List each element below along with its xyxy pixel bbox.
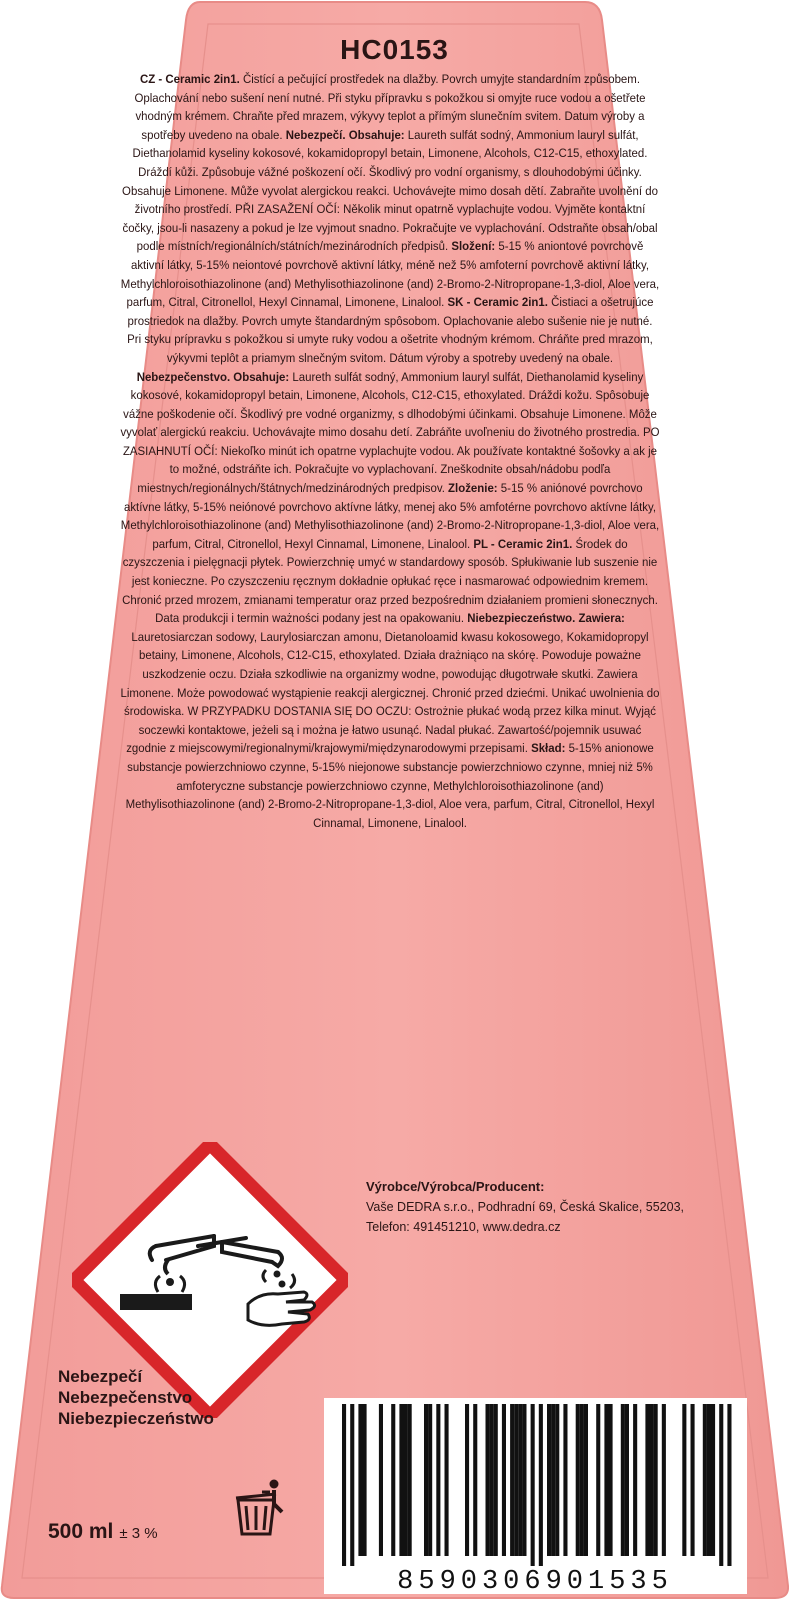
barcode-bar (609, 1404, 613, 1556)
product-code: HC0153 (340, 34, 449, 65)
barcode-bar (465, 1404, 469, 1556)
barcode-bar (428, 1404, 432, 1556)
barcode-bar (379, 1404, 383, 1556)
barcode-bar (727, 1404, 731, 1566)
signal-words (58, 1366, 214, 1429)
barcode-bar (703, 1404, 707, 1556)
barcode-bar (358, 1404, 362, 1556)
barcode-bar (510, 1404, 514, 1556)
barcode-bar (711, 1404, 715, 1556)
producer-info (366, 1177, 726, 1237)
cz-lead: CZ - Ceramic 2in1. (139, 72, 240, 86)
cz-text-1: Čistící a pečující prostředek na dlažby. Povrch umyjte standardním způsobem. Oplachování nebo sušení není nutné. Při styku přípravku s pokožkou si omyjte ruce vodou a ošetřete vhodným krémem. Chraňte před mrazem, výkyvy teplot a přímým slunečním svitem. Datum výroby a spotřeby uvedeno na obale. (134, 72, 646, 142)
barcode-bar (391, 1404, 395, 1556)
volume: 500 ml (48, 1520, 114, 1543)
cz-text-2: Laureth sulfát sodný, Ammonium lauryl sulfát, Diethanolamid kyseliny kokosové, kokamidopropyl betain, Limonene, Alcohols, C12-C15, ethoxylated. Dráždí kůži. Způsobuje vážné poškození očí. Škodlivý pro vodní organismy, s dlouhodobými účinky. Obsahuje Limonene. Může vyvolat alergickou reakci. Uchovávejte mimo dosah dětí. Zabraňte uvolnění do životního prostředí. PŘI ZASAŽENÍ OČÍ: Několik minut opatrně vyplachujte vodou. Vyjměte kontaktní čočky, jsou-li nasazeny a pokud je lze vyjmout snadno. Pokračujte ve vyplachování. Odstraňte obsah/obal podle místních/regionálních/státních/mezinárodních předpisů. (122, 127, 658, 254)
pl-text-3: 5-15% anionowe substancje powierzchniowo czynne, 5-15% niejonowe substancje powierzchniowo czynne, mniej niż 5% amfoteryczne substancje powierzchniowo czynne, Methylchloroisothiazolinone (and) Methylisothiazolinone (and) 2-Bromo-2-Nitropropane-1,3-diol, Aloe vera, parfum, Citral, Citronellol, Hexyl Cinnamal, Limonene, Linalool. (125, 741, 655, 830)
barcode-bar (518, 1404, 522, 1556)
waste-bin-icon (230, 1478, 290, 1538)
barcode-bar (596, 1404, 600, 1556)
barcode-bar (399, 1404, 403, 1556)
pl-text-1: Środek do czyszczenia i pielęgnacji płytek. Powierzchnię umyć w standardowy sposób. Spłukiwanie lub suszenie nie jest konieczne. Po czyszczeniu ręcznym dokładnie opłukać ręce i nasmarować odpowiednim kremem. Chronić przed mrozem, zmianami temperatur oraz przed bezpośrednim działaniem promieni słonecznych. Data produkcji i termin ważności podany jest na opakowaniu. (122, 536, 658, 626)
barcode-bar (547, 1404, 551, 1556)
barcode-bar (719, 1404, 723, 1566)
barcode-bar (551, 1404, 555, 1556)
barcode-bar (424, 1404, 428, 1556)
barcode-bar (522, 1404, 526, 1556)
sk-text-2: Laureth sulfát sodný, Ammonium lauryl sulfát, Diethanolamid kyseliny kokosové, kokamidopropyl betain, Limonene, Alcohols, C12-C15, ethoxylated. Dráždi kožu. Spôsobuje vážne poškodenie očí. Škodlivý pre vodné organizmy, s dlhodobými účinkami. Obsahuje Limonene. Môže vyvolať alergickú reakciu. Uchovávajte mimo dosahu detí. Zabráňte uvoľneniu do životného prostredia. PO ZASIAHNUTÍ OČÍ: Niekoľko minút ich opatrne vyplachujte vodou. Ak používate kontaktné šošovky a ak je to možné, odstráňte ich. Pokračujte vo vyplachovaní. Zneškodnite obsah/nádobu podľa miestnych/regionálnych/štátnych/medzinárodných predpisov. (120, 369, 660, 496)
sk-text-1: Čistiaci a ošetrujúce prostriedok na dlažby. Povrch umyte štandardným spôsobom. Oplachovanie alebo sušenie nie je nutné. Pri styku prípravku s pokožkou si umyte ruky vodou a ošetrite vhodným krémom. Chráňte pred mrazom, výkyvmi teplôt a priamym slnečným svitom. Dátum výroby a spotreby uvedený na obale. (127, 295, 654, 365)
barcode-bar (650, 1404, 654, 1556)
barcode-bar (654, 1404, 658, 1556)
label-body-text (120, 70, 659, 832)
barcode-bar (621, 1404, 625, 1556)
signal-word-cz: Nebezpečí (58, 1367, 143, 1386)
barcode-bar (625, 1404, 629, 1556)
barcode-bar (555, 1404, 559, 1556)
pl-composition-label: Skład: (531, 741, 566, 756)
barcode-bar (350, 1404, 354, 1566)
barcode-bar (580, 1404, 584, 1556)
barcode-bar (531, 1404, 535, 1566)
barcode-bar (645, 1404, 649, 1556)
barcode-bar (584, 1404, 588, 1556)
barcode-bar (604, 1404, 608, 1556)
barcode-bar (473, 1404, 477, 1556)
sk-danger: Nebezpečenstvo. (136, 369, 231, 384)
producer-address: Vaše DEDRA s.r.o., Podhradní 69, Česká Skalice, 55203, (366, 1200, 684, 1214)
cz-text-3: 5-15 % aniontové povrchově aktivní látky, 5-15% neiontové povrchově aktivní látky, méně než 5% amfoterní povrchově aktivní látky, Methylchloroisothiazolinone (and) Methylisothiazolinone (and) 2-Bromo-2-Nitropropane-1,3-diol, Aloe vera, parfum, Citral, Citronellol, Hexyl Cinnamal, Limonene, Linalool. (120, 239, 660, 310)
sk-text-3: 5-15 % aniónové povrchovo aktívne látky, 5-15% neiónové povrchovo aktívne látky, menej ako 5% amfotérne povrchovo aktívne látky, Methylchloroisothiazolinone (and) Methylisothiazolinone (and) 2-Bromo-2-Nitropropane-1,3-diol, Aloe vera, parfum, Citral, Citronellol, Hexyl Cinnamal, Limonene, Linalool. (120, 481, 660, 551)
barcode-bar (563, 1404, 567, 1556)
barcode-bar (404, 1404, 408, 1556)
barcode-bar (576, 1404, 580, 1556)
cz-composition-label: Složení: (451, 239, 496, 254)
producer-heading: Výrobce/Výrobca/Producent: (366, 1179, 545, 1194)
barcode (324, 1398, 747, 1594)
pl-text-2: Lauretosiarczan sodowy, Laurylosiarczan amonu, Dietanoloamid kwasu kokosowego, Kokamidopropyl betainy, Limonene, Alcohols, C12-C15, ethoxylated. Działa drażniąco na skórę. Powoduje poważne uszkodzenie oczu. Działa szkodliwie na organizmy wodne, powodując długotrwałe skutki. Zawiera Limonene. Może powodować wystąpienie reakcji alergicznej. Chronić przed dziećmi. Unikać uwolnienia do środowiska. W PRZYPADKU DOSTANIA SIĘ DO OCZU: Ostrożnie płukać wodą przez kilka minut. Wyjąć soczewki kontaktowe, jeżeli są i można je łatwo usunąć. Nadal płukać. Zawartość/pojemnik usuwać zgodnie z miejscowymi/regionalnymi/krajowymi/międzynarodowymi przepisami. (120, 629, 660, 756)
barcode-bar (445, 1404, 449, 1556)
signal-word-pl: Niebezpieczeństwo (58, 1409, 214, 1428)
barcode-bar (408, 1404, 412, 1556)
barcode-bar (486, 1404, 490, 1556)
barcode-bar (494, 1404, 498, 1556)
barcode-bar (633, 1404, 637, 1556)
cz-danger: Nebezpečí. (285, 127, 346, 142)
barcode-number: 8590306901535 (397, 1567, 673, 1594)
barcode-bar (662, 1404, 666, 1556)
barcode-bar (539, 1404, 543, 1566)
barcode-bar (514, 1404, 518, 1556)
barcode-bar (490, 1404, 494, 1556)
signal-word-sk: Nebezpečenstvo (58, 1388, 193, 1407)
pl-lead: PL - Ceramic 2in1. (473, 536, 573, 551)
pl-contains-label: Zawiera: (578, 611, 625, 626)
barcode-bar (436, 1404, 440, 1556)
barcode-bar (342, 1404, 346, 1566)
pl-danger: Niebezpieczeństwo. (467, 611, 576, 626)
cz-contains-label: Obsahuje: (348, 127, 405, 142)
volume-row (48, 1520, 158, 1544)
barcode-bar (682, 1404, 686, 1556)
barcode-bar (707, 1404, 711, 1556)
barcode-bar (691, 1404, 695, 1556)
sk-lead: SK - Ceramic 2in1. (447, 295, 548, 310)
sk-composition-label: Zloženie: (448, 481, 498, 496)
volume-tolerance: ± 3 % (119, 1525, 158, 1542)
barcode-bar (502, 1404, 506, 1556)
producer-contact: Telefon: 491451210, www.dedra.cz (366, 1220, 561, 1234)
barcode-bar (363, 1404, 367, 1556)
sk-contains-label: Obsahuje: (233, 369, 290, 384)
